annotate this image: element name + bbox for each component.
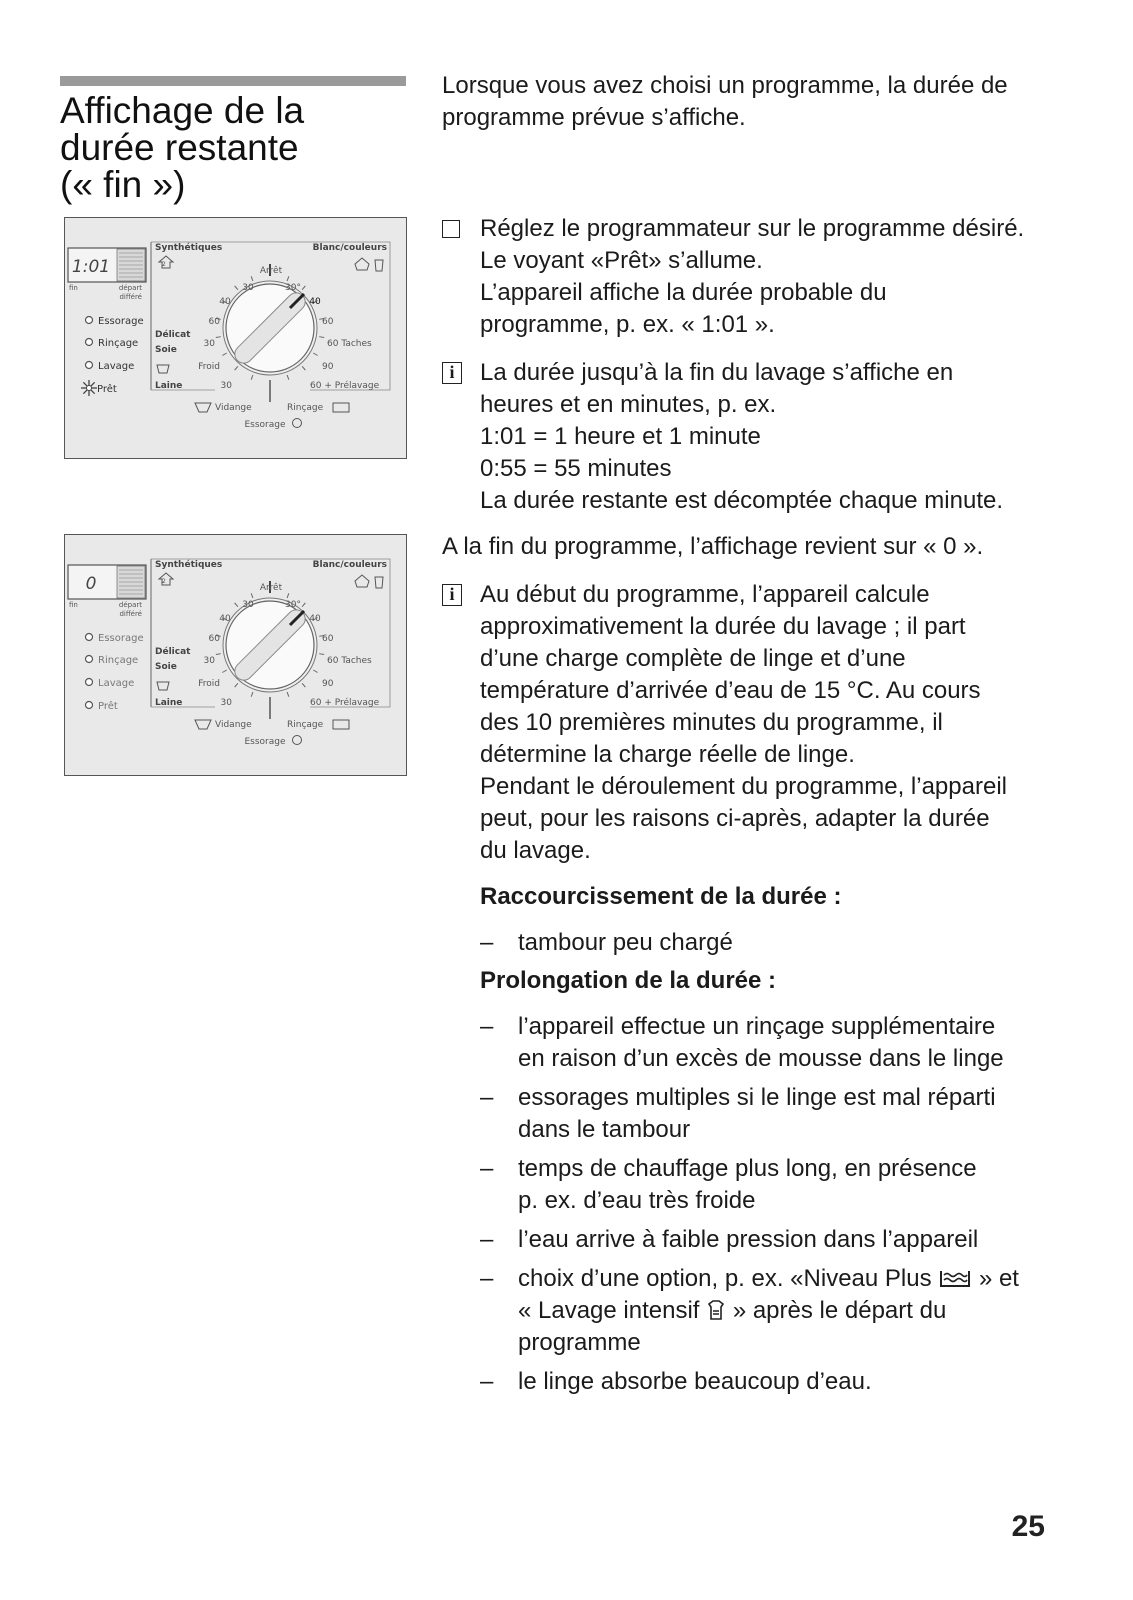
info-icon: i <box>442 362 462 384</box>
panel-label: 30 <box>203 656 215 666</box>
panel-label: 60 Taches <box>327 656 372 666</box>
panel-label: 60 + Prélavage <box>310 698 380 708</box>
control-panel-illustration-1 <box>64 217 407 459</box>
dial-tick <box>302 683 305 687</box>
panel-label: 90 <box>322 679 334 689</box>
indicator-led <box>86 634 93 641</box>
panel-label: Essorage <box>244 420 286 430</box>
heading-line: (« fin ») <box>60 164 186 205</box>
panel-label: fin <box>69 601 78 609</box>
cotton-icon <box>355 575 369 587</box>
control-panel-svg <box>65 218 406 458</box>
list-item: – temps de chauffage plus long, en présence p. ex. d’eau très froide <box>480 1155 977 1214</box>
dial-tick <box>251 276 253 281</box>
dial-tick <box>319 337 324 338</box>
hand-wash-icon <box>157 682 169 690</box>
dial-tick <box>235 683 238 687</box>
heading-rule <box>60 76 406 86</box>
panel-label: 30° <box>285 600 301 610</box>
dial-tick <box>313 353 317 356</box>
panel-label: 40 <box>219 297 231 307</box>
rinse-icon <box>333 720 349 729</box>
panel-label: 30 <box>242 600 254 610</box>
panel-label: Délicat <box>155 647 191 657</box>
panel-label: 30° <box>285 283 301 293</box>
info-icon: i <box>442 584 462 606</box>
panel-label: Blanc/couleurs <box>312 243 387 253</box>
dial-tick <box>235 286 238 290</box>
time-display: 1:01 <box>71 257 111 277</box>
dial-tick <box>313 670 317 673</box>
panel-label: Rinçage <box>287 403 324 413</box>
dial-tick <box>251 692 253 697</box>
panel-label: Laine <box>155 698 183 708</box>
heading-line: durée restante <box>60 127 299 168</box>
indicator-led <box>86 656 93 663</box>
indicator-label: Prêt <box>97 384 117 395</box>
dial-tick <box>235 366 238 370</box>
led <box>87 386 92 391</box>
intensive-wash-icon <box>706 1299 726 1321</box>
indicator-label: Lavage <box>98 678 135 689</box>
panel-label: Synthétiques <box>155 243 223 253</box>
rinse-icon <box>333 403 349 412</box>
indicator-led <box>86 317 93 324</box>
list-item: – le linge absorbe beaucoup d’eau. <box>480 1368 872 1395</box>
panel-label: 30 <box>220 381 232 391</box>
dial-tick <box>287 276 289 281</box>
dial-tick <box>216 337 221 338</box>
extend-subheading: Prolongation de la durée : <box>480 967 777 994</box>
panel-label: Soie <box>155 662 177 672</box>
panel-label: 30 <box>220 698 232 708</box>
panel-label: Froid <box>198 362 220 372</box>
panel-label: départ <box>118 284 142 292</box>
indicator-lit-icon <box>81 380 97 396</box>
list-item: – essorages multiples si le linge est mal réparti dans le tambour <box>480 1084 996 1143</box>
dial-tick <box>216 654 221 655</box>
panel-label: Rinçage <box>287 720 324 730</box>
dial-tick <box>287 375 289 380</box>
panel-label: Blanc/couleurs <box>312 560 387 570</box>
panel-label: départ <box>118 601 142 609</box>
control-panel-svg <box>65 535 406 775</box>
dial-tick <box>302 603 305 607</box>
indicator-led <box>86 362 93 369</box>
indicator-led <box>86 679 93 686</box>
page-number: 25 <box>1011 1510 1045 1543</box>
info-note: i Au début du programme, l’appareil calcule approximativement la durée du lavage ; il part d’une charge complète de linge et d’une température d’arrivée d’eau de 15 °C. Au cours des 10 premières minutes du programme, il détermine la charge réelle de linge. Pendant le déroulement du programme, l’appareil peut, pour les raisons ci-après, adapter la durée du lavage. <box>442 579 1072 867</box>
colors-icon <box>375 260 383 271</box>
dial-tick <box>287 593 289 598</box>
panel-label: Arrêt <box>259 266 283 276</box>
dial-tick <box>302 366 305 370</box>
panel-label: 60 <box>208 634 220 644</box>
dial-tick <box>287 692 289 697</box>
indicator-led <box>86 702 93 709</box>
info-note: i La durée jusqu’à la fin du lavage s’affiche en heures et en minutes, p. ex. 1:01 = 1 heure et 1 minute 0:55 = 55 minutes La durée restante est décomptée chaque minute. <box>442 357 1072 517</box>
cotton-icon <box>355 258 369 270</box>
shorten-subheading: Raccourcissement de la durée : <box>480 883 842 910</box>
drain-icon <box>195 720 211 729</box>
intro-paragraph: Lorsque vous avez choisi un programme, la durée de programme prévue s’affiche. <box>442 72 1008 131</box>
panel-label: 40 <box>309 614 321 624</box>
panel-label: Arrêt <box>259 583 283 593</box>
panel-label: 60 <box>322 634 334 644</box>
water-level-plus-icon <box>938 1267 972 1289</box>
panel-label: 60 <box>322 317 334 327</box>
control-panel-illustration-2 <box>64 534 407 776</box>
panel-label: 40 <box>309 297 321 307</box>
panel-label: Délicat <box>155 330 191 340</box>
end-paragraph: A la fin du programme, l’affichage revient sur « 0 ». <box>442 533 984 560</box>
panel-label: Soie <box>155 345 177 355</box>
spin-icon <box>293 419 302 428</box>
panel-label: 2 <box>162 261 166 268</box>
panel-label: Froid <box>198 679 220 689</box>
panel-label: 2 <box>162 578 166 585</box>
panel-label: Laine <box>155 381 183 391</box>
dial-tick <box>222 353 226 356</box>
panel-label: 60 Taches <box>327 339 372 349</box>
dial-tick <box>222 670 226 673</box>
panel-label: Synthétiques <box>155 560 223 570</box>
dial-tick <box>251 375 253 380</box>
spin-icon <box>293 736 302 745</box>
panel-label: Vidange <box>215 403 252 413</box>
list-item: – tambour peu chargé <box>480 929 733 956</box>
section-heading <box>60 92 420 203</box>
list-item: – l’appareil effectue un rinçage supplémentaire en raison d’un excès de mousse dans le linge <box>480 1013 1004 1072</box>
panel-label: 60 <box>208 317 220 327</box>
panel-label: 40 <box>219 614 231 624</box>
panel-label: 30 <box>203 339 215 349</box>
drain-icon <box>195 403 211 412</box>
heading-line: Affichage de la <box>60 90 305 131</box>
indicator-label: Lavage <box>98 361 135 372</box>
panel-label: 30 <box>242 283 254 293</box>
indicator-label: Essorage <box>98 633 144 644</box>
panel-label: Vidange <box>215 720 252 730</box>
indicator-label: Rinçage <box>98 655 139 666</box>
list-item: – choix d’une option, p. ex. «Niveau Plus » et « Lavage intensif » après le départ du programme <box>480 1265 1019 1356</box>
panel-label: 90 <box>322 362 334 372</box>
panel-label: fin <box>69 284 78 292</box>
colors-icon <box>375 577 383 588</box>
hand-wash-icon <box>157 365 169 373</box>
list-item: – l’eau arrive à faible pression dans l’appareil <box>480 1226 979 1253</box>
dial-tick <box>319 654 324 655</box>
indicator-label: Prêt <box>98 701 118 712</box>
indicator-led <box>86 339 93 346</box>
main-text-column <box>442 70 1072 1398</box>
panel-label: Essorage <box>244 737 286 747</box>
dial-tick <box>235 603 238 607</box>
panel-label: 60 + Prélavage <box>310 381 380 391</box>
panel-label: différé <box>119 610 142 618</box>
time-display: 0 <box>85 574 97 594</box>
step-instruction: Réglez le programmateur sur le programme désiré. Le voyant «Prêt» s’allume. L’appareil affiche la durée probable du programme, p. ex. « 1:01 ». <box>442 213 1072 341</box>
dial-tick <box>251 593 253 598</box>
panel-label: différé <box>119 293 142 301</box>
indicator-label: Essorage <box>98 316 144 327</box>
dial-tick <box>302 286 305 290</box>
checkbox-bullet-icon <box>442 220 460 238</box>
indicator-label: Rinçage <box>98 338 139 349</box>
